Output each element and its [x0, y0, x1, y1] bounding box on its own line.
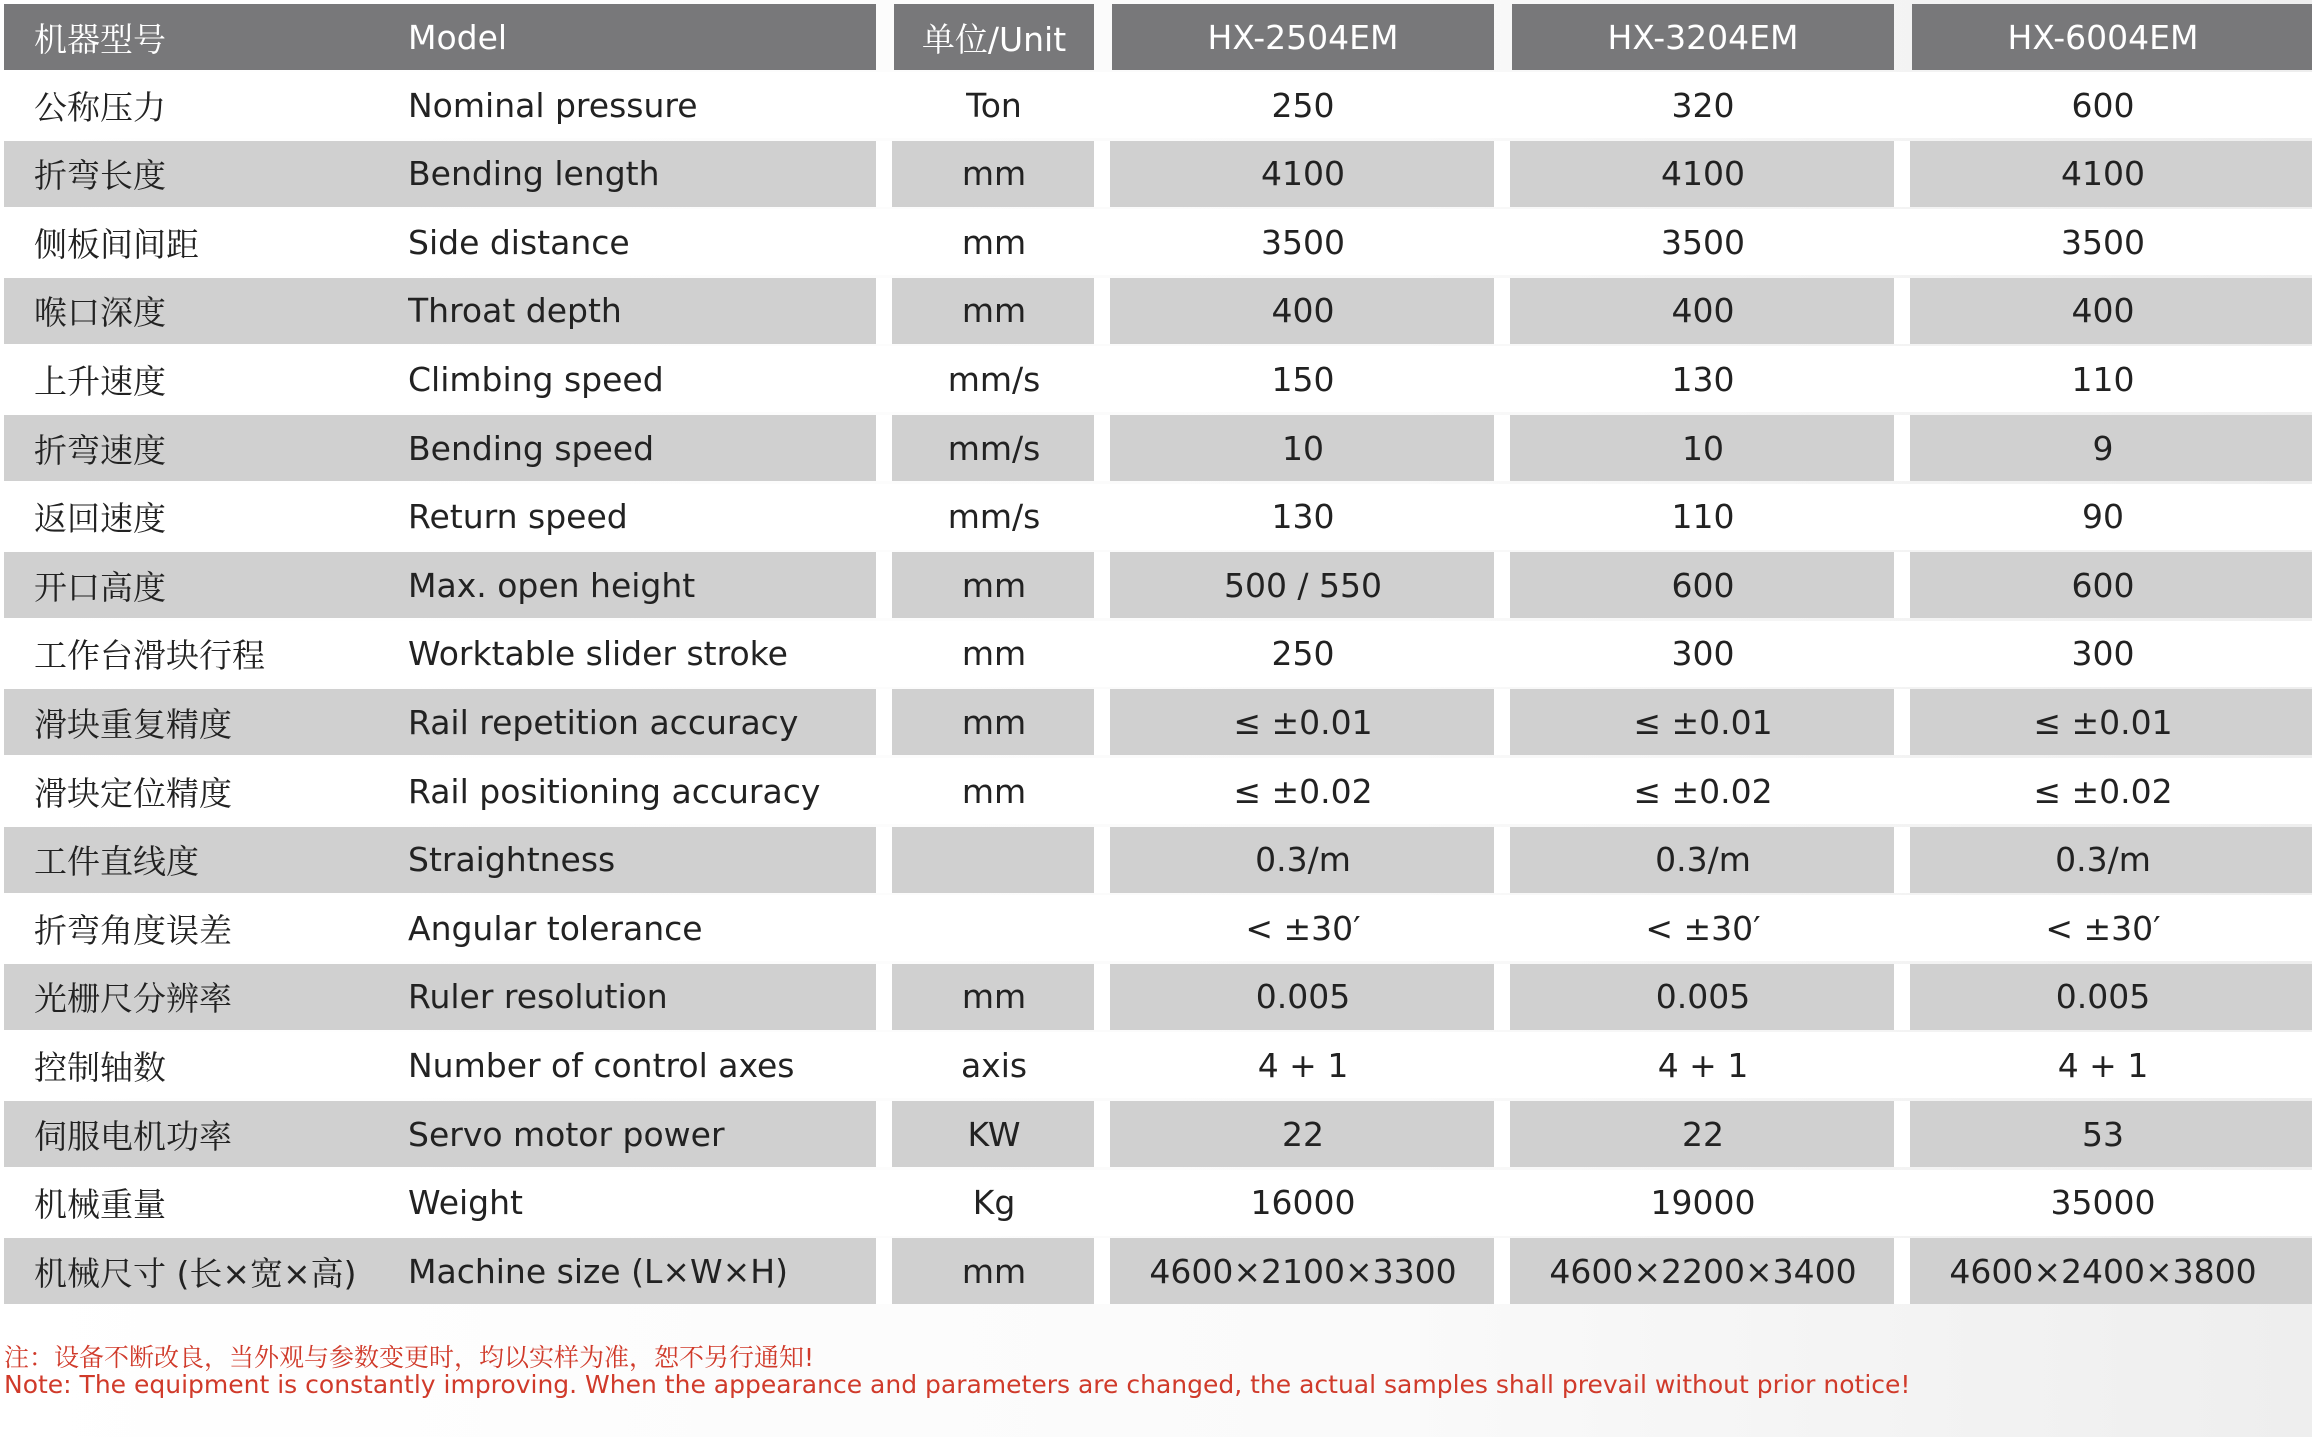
column-gap [1494, 689, 1510, 755]
param-unit: mm/s [947, 359, 1041, 399]
param-unit: Kg [972, 1183, 1016, 1223]
column-gap [1494, 484, 1510, 550]
column-gap [1494, 141, 1510, 207]
column-gap [876, 621, 892, 687]
model-name: HX-6004EM [2007, 17, 2199, 57]
param-unit: KW [967, 1114, 1021, 1154]
param-cn: 折弯速度 [34, 430, 166, 470]
param-value: 600 [1671, 565, 1735, 605]
column-gap [1894, 484, 1910, 550]
param-value: 400 [1271, 291, 1335, 331]
table-row [4, 1101, 2312, 1167]
param-cn: 上升速度 [34, 361, 166, 401]
param-cn: 机械尺寸 (长×宽×高) [34, 1253, 357, 1293]
table-row [4, 278, 2312, 344]
param-value: 110 [2071, 359, 2135, 399]
table-row [4, 827, 2312, 893]
param-en: Ruler resolution [408, 977, 668, 1017]
column-gap [1894, 278, 1910, 344]
param-value: 35000 [2050, 1183, 2156, 1223]
param-unit: mm/s [947, 428, 1041, 468]
param-cn: 机械重量 [34, 1185, 166, 1225]
column-gap [1494, 1170, 1510, 1236]
param-value: 4 + 1 [2057, 1045, 2149, 1085]
column-gap [1494, 758, 1510, 824]
param-value: 4 + 1 [1257, 1045, 1349, 1085]
table-row [4, 484, 2312, 550]
param-value: 600 [2071, 565, 2135, 605]
column-gap [876, 552, 892, 618]
column-gap [1094, 209, 1110, 275]
param-en: Side distance [408, 222, 630, 262]
header-model-block [4, 4, 876, 70]
param-value: ≤ ±0.01 [1633, 702, 1773, 742]
column-gap [876, 141, 892, 207]
table-row [4, 209, 2312, 275]
param-cn: 开口高度 [34, 567, 166, 607]
column-gap [1094, 689, 1110, 755]
param-unit: mm [961, 702, 1027, 742]
param-value: 4100 [1661, 154, 1745, 194]
column-gap [876, 1101, 892, 1167]
header-en: Model [408, 17, 508, 57]
param-value: ≤ ±0.02 [1633, 771, 1773, 811]
column-gap [1094, 621, 1110, 687]
param-en: Rail repetition accuracy [408, 702, 799, 742]
param-cn: 工件直线度 [34, 842, 199, 882]
param-value: 250 [1271, 85, 1335, 125]
param-en: Nominal pressure [408, 85, 698, 125]
param-cn: 工作台滑块行程 [34, 636, 265, 676]
param-value: 4100 [2061, 154, 2145, 194]
param-en: Weight [408, 1183, 523, 1223]
param-cn: 折弯长度 [34, 156, 166, 196]
param-value: 0.3/m [2055, 840, 2151, 880]
param-unit: mm [961, 1251, 1027, 1291]
param-value: 4600×2400×3800 [1949, 1251, 2257, 1291]
param-unit: Ton [966, 85, 1022, 125]
column-gap [1094, 964, 1110, 1030]
param-en: Throat depth [408, 291, 622, 331]
param-value: 0.005 [2055, 977, 2151, 1017]
column-gap [1894, 552, 1910, 618]
param-value: < ±30′ [1245, 908, 1361, 948]
param-value: 130 [1271, 497, 1335, 537]
table-row [4, 895, 2312, 961]
column-gap [876, 209, 892, 275]
column-gap [876, 346, 892, 412]
param-value: 19000 [1650, 1183, 1756, 1223]
column-gap [876, 278, 892, 344]
param-unit: mm [961, 222, 1027, 262]
param-value: 4100 [1261, 154, 1345, 194]
column-gap [876, 964, 892, 1030]
param-unit: mm/s [947, 497, 1041, 537]
param-en: Worktable slider stroke [408, 634, 788, 674]
column-gap [1894, 1101, 1910, 1167]
param-value: 0.005 [1255, 977, 1351, 1017]
param-value: 22 [1282, 1114, 1324, 1154]
note-cn: 注：设备不断改良，当外观与参数变更时，均以实样为准，恕不另行通知! [4, 1343, 815, 1372]
table-row [4, 141, 2312, 207]
column-gap [876, 758, 892, 824]
param-value: ≤ ±0.01 [1233, 702, 1373, 742]
column-gap [1094, 1170, 1110, 1236]
column-gap [1494, 621, 1510, 687]
param-unit: mm [961, 565, 1027, 605]
param-value: 22 [1682, 1114, 1724, 1154]
header-unit-block [894, 4, 1094, 70]
column-gap [1094, 1032, 1110, 1098]
param-cn: 滑块重复精度 [34, 704, 232, 744]
column-gap [1094, 1101, 1110, 1167]
param-value: 3500 [2061, 222, 2145, 262]
param-en: Servo motor power [408, 1114, 725, 1154]
column-gap [1894, 621, 1910, 687]
column-gap [1894, 758, 1910, 824]
table-row [4, 1238, 2312, 1304]
column-gap [876, 1170, 892, 1236]
param-value: 320 [1671, 85, 1735, 125]
param-cn: 折弯角度误差 [34, 910, 232, 950]
param-value: ≤ ±0.01 [2033, 702, 2173, 742]
param-value: 110 [1671, 497, 1735, 537]
param-value: 600 [2071, 85, 2135, 125]
param-value: 53 [2082, 1114, 2124, 1154]
table-row [4, 346, 2312, 412]
param-en: Max. open height [408, 565, 696, 605]
param-value: 4600×2200×3400 [1549, 1251, 1857, 1291]
table-row [4, 552, 2312, 618]
column-gap [1494, 1032, 1510, 1098]
column-gap [1494, 827, 1510, 893]
param-cn: 返回速度 [34, 499, 166, 539]
param-en: Straightness [408, 840, 616, 880]
param-value: < ±30′ [1645, 908, 1761, 948]
param-value: 4600×2100×3300 [1149, 1251, 1457, 1291]
param-value: ≤ ±0.02 [1233, 771, 1373, 811]
param-value: 90 [2082, 497, 2124, 537]
header-cn: 机器型号 [34, 19, 166, 59]
param-value: 9 [2092, 428, 2114, 468]
param-value: 500 / 550 [1223, 565, 1383, 605]
param-value: 300 [1671, 634, 1735, 674]
column-gap [1494, 72, 1510, 138]
column-gap [1494, 895, 1510, 961]
column-gap [1894, 209, 1910, 275]
param-value: 0.3/m [1255, 840, 1351, 880]
column-gap [876, 1238, 892, 1304]
param-value: ≤ ±0.02 [2033, 771, 2173, 811]
column-gap [876, 1032, 892, 1098]
column-gap [1894, 1238, 1910, 1304]
header-model-3 [1912, 4, 2312, 70]
model-name: HX-2504EM [1207, 17, 1399, 57]
param-unit: axis [960, 1045, 1028, 1085]
header-model-2 [1512, 4, 1894, 70]
column-gap [1494, 346, 1510, 412]
param-en: Rail positioning accuracy [408, 771, 821, 811]
column-gap [1494, 1101, 1510, 1167]
column-gap [876, 484, 892, 550]
table-row [4, 621, 2312, 687]
table-row [4, 1170, 2312, 1236]
param-value: < ±30′ [2045, 908, 2161, 948]
param-cn: 公称压力 [34, 87, 166, 127]
column-gap [1494, 1238, 1510, 1304]
param-value: 4 + 1 [1657, 1045, 1749, 1085]
param-value: 0.005 [1655, 977, 1751, 1017]
table-row [4, 72, 2312, 138]
param-unit: mm [961, 634, 1027, 674]
column-gap [1094, 415, 1110, 481]
param-cn: 侧板间间距 [34, 224, 199, 264]
column-gap [1094, 827, 1110, 893]
column-gap [1094, 346, 1110, 412]
param-cn: 喉口深度 [34, 293, 166, 333]
param-value: 16000 [1250, 1183, 1356, 1223]
column-gap [1494, 209, 1510, 275]
param-unit [894, 827, 1094, 893]
column-gap [1894, 346, 1910, 412]
table-row [4, 415, 2312, 481]
param-value: 400 [1671, 291, 1735, 331]
param-en: Number of control axes [408, 1045, 795, 1085]
column-gap [1894, 827, 1910, 893]
param-value: 300 [2071, 634, 2135, 674]
param-value: 400 [2071, 291, 2135, 331]
column-gap [1894, 72, 1910, 138]
param-value: 3500 [1261, 222, 1345, 262]
column-gap [876, 72, 892, 138]
column-gap [1894, 1170, 1910, 1236]
column-gap [1494, 415, 1510, 481]
column-gap [876, 415, 892, 481]
column-gap [1894, 689, 1910, 755]
param-value: 150 [1271, 359, 1335, 399]
column-gap [1894, 141, 1910, 207]
table-row [4, 758, 2312, 824]
column-gap [1494, 964, 1510, 1030]
param-en: Return speed [408, 497, 628, 537]
header-unit: 单位/Unit [921, 19, 1067, 59]
param-cn: 光栅尺分辨率 [34, 979, 232, 1019]
param-value: 130 [1671, 359, 1735, 399]
param-cn: 控制轴数 [34, 1047, 166, 1087]
column-gap [1094, 484, 1110, 550]
param-value: 3500 [1661, 222, 1745, 262]
param-en: Angular tolerance [408, 908, 703, 948]
param-unit: mm [961, 291, 1027, 331]
column-gap [1094, 758, 1110, 824]
param-value: 250 [1271, 634, 1335, 674]
column-gap [1094, 552, 1110, 618]
column-gap [876, 827, 892, 893]
param-value: 10 [1682, 428, 1724, 468]
param-en: Climbing speed [408, 359, 664, 399]
param-value: 0.3/m [1655, 840, 1751, 880]
column-gap [1094, 895, 1110, 961]
param-en: Machine size (L×W×H) [408, 1251, 788, 1291]
header-model-1 [1112, 4, 1494, 70]
param-unit: mm [961, 154, 1027, 194]
table-row [4, 964, 2312, 1030]
column-gap [1894, 964, 1910, 1030]
table-row [4, 1032, 2312, 1098]
column-gap [1494, 278, 1510, 344]
table-row [4, 689, 2312, 755]
column-gap [1094, 1238, 1110, 1304]
model-name: HX-3204EM [1607, 17, 1799, 57]
column-gap [1094, 72, 1110, 138]
param-en: Bending speed [408, 428, 655, 468]
column-gap [1094, 278, 1110, 344]
column-gap [876, 689, 892, 755]
param-unit: mm [961, 977, 1027, 1017]
param-unit [894, 895, 1094, 961]
column-gap [1894, 415, 1910, 481]
column-gap [876, 895, 892, 961]
note-en: Note: The equipment is constantly improving. When the appearance and parameters are changed, the actual samples shall prevail without prior notice! [4, 1370, 1911, 1399]
param-unit: mm [961, 771, 1027, 811]
param-en: Bending length [408, 154, 660, 194]
param-cn: 伺服电机功率 [34, 1116, 232, 1156]
column-gap [1894, 1032, 1910, 1098]
param-cn: 滑块定位精度 [34, 773, 232, 813]
column-gap [1494, 552, 1510, 618]
param-value: 10 [1282, 428, 1324, 468]
column-gap [1094, 141, 1110, 207]
column-gap [1894, 895, 1910, 961]
